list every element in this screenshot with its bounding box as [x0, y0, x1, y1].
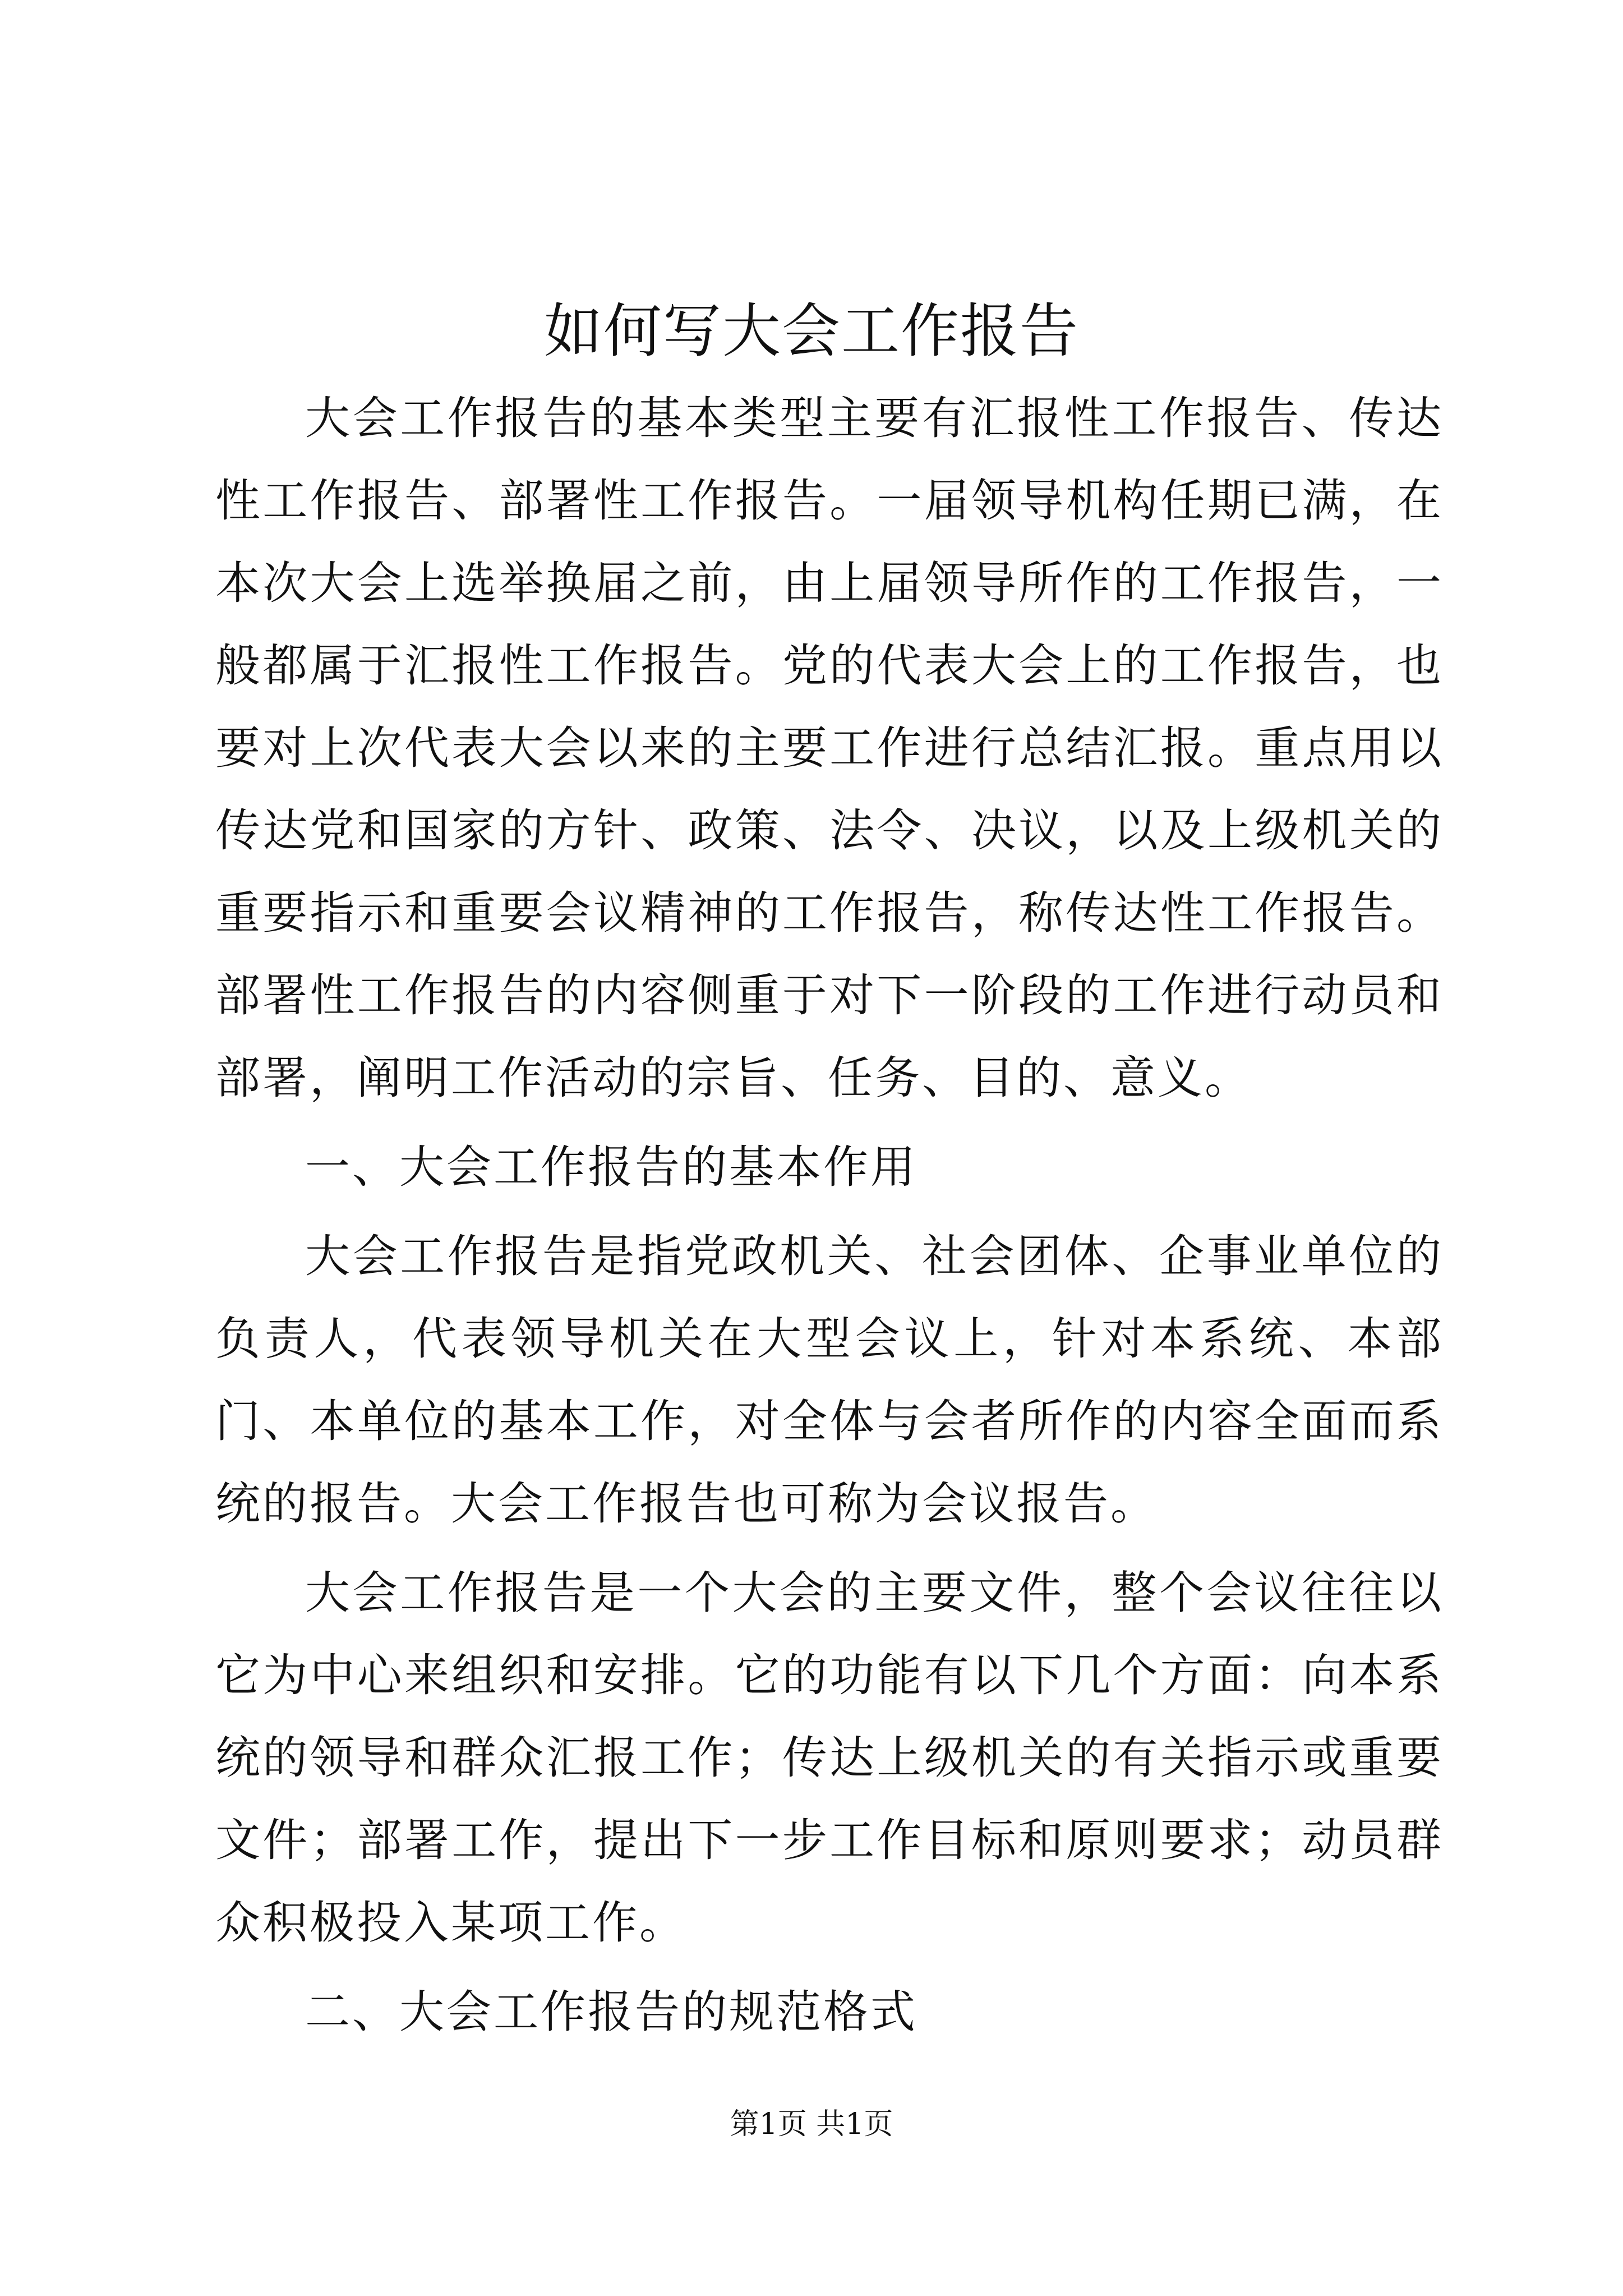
paragraph-intro: 大会工作报告的基本类型主要有汇报性工作报告、传达性工作报告、部署性工作报告。一届领导机构任期已满，在本次大会上选举换届之前，由上届领导所作的工作报告，一般都属于汇报性工作报告。党的代表大会上的工作报告，也要对上次代表大会以来的主要工作进行总结汇报。重点用以传达党和国家的方针、政策、法令、决议，以及上级机关的重要指示和重要会议精神的工作报告，称传达性工作报告。部署性工作报告的内容侧重于对下一阶段的工作进行动员和部署，阐明工作活动的宗旨、任务、目的、意义。	[215, 392, 1444, 1104]
document-body	[215, 377, 1444, 2060]
page-footer: 第1页 共1页	[730, 2108, 893, 2141]
section-heading-1: 一、大会工作报告的基本作用	[305, 1141, 917, 1193]
document-title: 如何写大会工作报告	[543, 297, 1079, 365]
paragraph-definition: 大会工作报告是指党政机关、社会团体、企事业单位的负责人，代表领导机关在大型会议上，针对本系统、本部门、本单位的基本工作，对全体与会者所作的内容全面而系统的报告。大会工作报告也可称为会议报告。	[215, 1230, 1444, 1530]
section-heading-2: 二、大会工作报告的规范格式	[305, 1986, 917, 2038]
paragraph-functions: 大会工作报告是一个大会的主要文件，整个会议往往以它为中心来组织和安排。它的功能有以下几个方面：向本系统的领导和群众汇报工作；传达上级机关的有关指示或重要文件；部署工作，提出下一步工作目标和原则要求；动员群众积极投入某项工作。	[215, 1567, 1444, 1949]
